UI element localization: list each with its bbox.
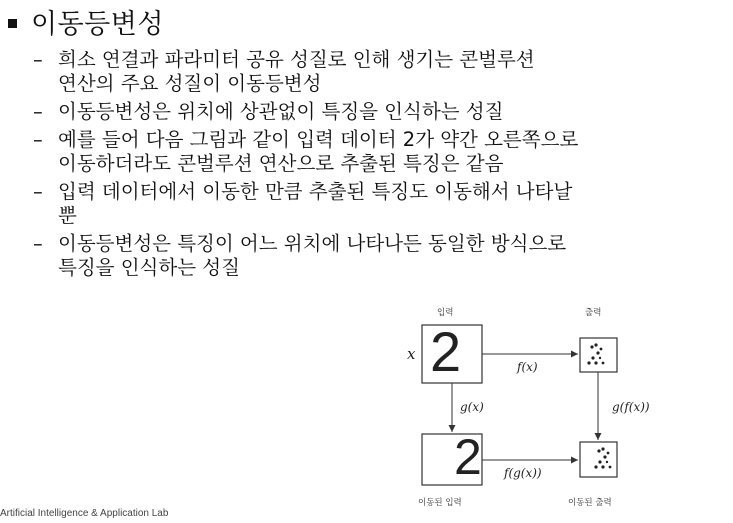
- bullet-item: [33, 100, 733, 124]
- bullet-text-line: 이동등변성은 특징이 어느 위치에 나타나든 동일한 방식으로: [58, 232, 567, 255]
- shifted-output-box: [580, 442, 617, 477]
- bullet-item: [33, 232, 733, 280]
- output-box: [580, 338, 617, 372]
- bullet-dash: –: [33, 100, 43, 123]
- label-x: x: [407, 345, 416, 363]
- label-f-g-x: f(g(x)): [504, 466, 542, 480]
- label-input: 입력: [437, 308, 454, 318]
- bullet-dash: –: [33, 180, 43, 203]
- footer-text: Artificial Intelligence & Application Lab: [0, 508, 169, 519]
- bullet-item: [33, 128, 733, 176]
- digit-two: 2: [430, 320, 462, 383]
- bullet-list: [33, 48, 733, 284]
- bullet-text-line: 이동하더라도 콘벌루션 연산으로 추출된 특징은 같음: [58, 152, 504, 175]
- bullet-text-line: 희소 연결과 파라미터 공유 성질로 인해 생기는 콘벌루션: [58, 48, 535, 71]
- bullet-text-line: 연산의 주요 성질이 이동등변성: [58, 72, 322, 95]
- bullet-text-line: 이동등변성은 위치에 상관없이 특징을 인식하는 성질: [58, 100, 504, 123]
- bullet-text-line: 뿐: [58, 204, 77, 227]
- title-bullet-icon: [8, 19, 17, 28]
- label-output: 출력: [585, 308, 602, 318]
- label-f-x: f(x): [517, 360, 538, 374]
- bullet-item: [33, 48, 733, 96]
- slide-title: 이동등변성: [31, 9, 164, 40]
- label-g-x: g(x): [460, 400, 484, 414]
- bullet-item: [33, 180, 733, 228]
- label-shifted-output: 이동된 출력: [568, 498, 612, 508]
- label-g-f-x: g(f(x)): [612, 400, 650, 414]
- equivariance-diagram: [392, 300, 692, 519]
- bullet-dash: –: [33, 48, 43, 71]
- bullet-text-line: 예를 들어 다음 그림과 같이 입력 데이터 2가 약간 오른쪽으로: [58, 128, 579, 151]
- shifted-digit-two: 2: [454, 429, 482, 485]
- bullet-text-line: 특징을 인식하는 성질: [58, 256, 240, 279]
- bullet-text-line: 입력 데이터에서 이동한 만큼 추출된 특징도 이동해서 나타날: [58, 180, 573, 203]
- label-shifted-input: 이동된 입력: [418, 498, 462, 508]
- bullet-dash: –: [33, 232, 43, 255]
- slide-title-row: [8, 2, 164, 41]
- bullet-dash: –: [33, 128, 43, 151]
